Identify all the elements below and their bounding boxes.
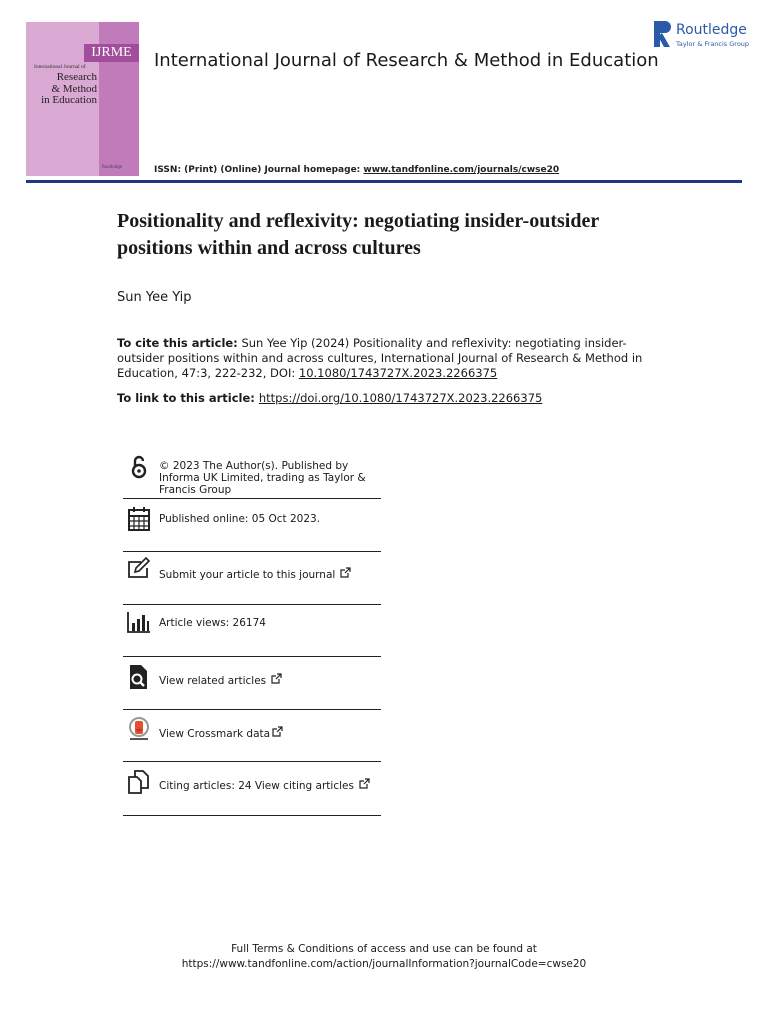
cover-title: Research & Method in Education [41, 71, 97, 106]
issn-label: ISSN: (Print) (Online) Journal homepage: [154, 165, 364, 175]
info-row-related[interactable] [123, 656, 381, 710]
article-title: Positionality and reflexivity: negotiating insider-outsider positions within and across cultures [117, 210, 599, 259]
crossmark-link[interactable]: View Crossmark data [159, 728, 271, 740]
citation-text: Sun Yee Yip (2024) Positionality and reflexivity: negotiating insider-outsider positions within and across cultures, International Journal of Research & Method in Education, 47:3, 222-232, DOI: [117, 336, 643, 380]
issn-line [154, 165, 559, 175]
header-rule [26, 180, 742, 183]
info-row-crossmark[interactable] [123, 709, 381, 762]
journal-homepage-link[interactable]: www.tandfonline.com/journals/cwse20 [363, 165, 560, 175]
footer-terms-text: Full Terms & Conditions of access and use can be found at [231, 943, 537, 955]
cover-acronym: IJRME [84, 44, 139, 62]
info-row-open-access [123, 452, 381, 499]
published-date-text: Published online: 05 Oct 2023. [159, 513, 321, 525]
citation-block [117, 336, 657, 381]
journal-title: International Journal of Research & Method in Education [154, 50, 659, 71]
search-document-icon [127, 664, 151, 690]
cover-title-line: International Journal of [34, 64, 86, 70]
crossmark-icon [127, 717, 151, 743]
publisher-name: Routledge [676, 22, 747, 38]
info-row-views [123, 604, 381, 657]
article-link-line [117, 391, 542, 405]
publisher-subtitle: Taylor & Francis Group [676, 40, 750, 48]
link-label: To link to this article: [117, 391, 259, 405]
journal-cover-image [26, 22, 139, 176]
footer [0, 942, 768, 972]
routledge-logo[interactable] [652, 20, 748, 50]
info-row-submit[interactable] [123, 551, 381, 605]
external-link-icon [271, 673, 282, 684]
cover-issue-info [114, 24, 138, 42]
bar-chart-icon [127, 610, 151, 636]
calendar-icon [127, 506, 151, 532]
article-views-text: Article views: 26174 [159, 617, 266, 629]
submit-article-link[interactable]: Submit your article to this journal [159, 569, 336, 581]
citing-articles-icon [127, 769, 151, 795]
info-row-citing[interactable] [123, 761, 381, 816]
license-text: © 2023 The Author(s). Published by Informa UK Limited, trading as Taylor & Francis Group [159, 460, 366, 496]
external-link-icon [340, 567, 351, 578]
external-link-icon [272, 726, 283, 737]
article-author: Sun Yee Yip [117, 290, 192, 305]
routledge-r-icon [652, 20, 672, 48]
citation-label: To cite this article: [117, 336, 238, 350]
doi-link[interactable]: 10.1080/1743727X.2023.2266375 [298, 366, 498, 380]
open-access-icon [127, 454, 151, 480]
external-link-icon [359, 778, 370, 789]
cover-publisher: Routledge [102, 164, 123, 169]
edit-icon [127, 557, 151, 583]
related-articles-link[interactable]: View related articles [159, 675, 267, 687]
citing-articles-link[interactable]: Citing articles: 24 View citing articles [159, 780, 354, 792]
footer-terms-url[interactable]: https://www.tandfonline.com/action/journalInformation?journalCode=cwse20 [181, 958, 587, 970]
info-row-published [123, 498, 381, 552]
article-doi-url[interactable]: https://doi.org/10.1080/1743727X.2023.2266375 [258, 391, 543, 405]
